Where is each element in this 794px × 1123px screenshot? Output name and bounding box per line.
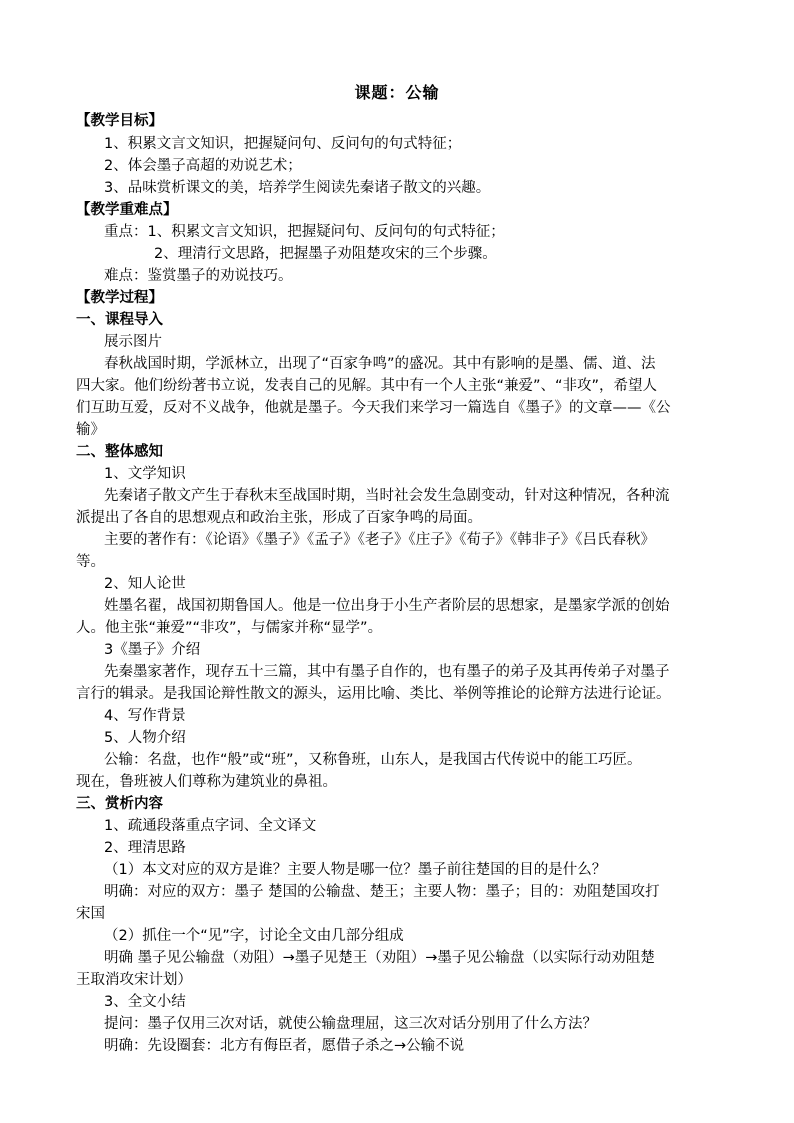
- section-3-line: 明确 墨子见公输盘（劝阻）→墨子见楚王（劝阻）→墨子见公输盘（以实际行动劝阻楚: [104, 950, 655, 966]
- section-1-line: 春秋战国时期，学派林立，出现了“百家争鸣”的盛况。其中有影响的是墨、儒、道、法: [104, 356, 656, 372]
- section-3-line: 3、全文小结: [104, 994, 186, 1010]
- key-heading: 【教学重难点】: [76, 202, 178, 218]
- key-point-2: 2、理清行文思路，把握墨子劝阻楚攻宋的三个步骤。: [154, 246, 497, 262]
- section-3-line: （1）本文对应的双方是谁？主要人物是哪一位？墨子前往楚国的目的是什么？: [104, 862, 607, 878]
- section-3-line: 明确：先设圈套：北方有侮臣者，愿借子杀之→公输不说: [104, 1038, 465, 1054]
- page-title: 课题：公输: [354, 83, 440, 102]
- goal-item-1: 1、积累文言文知识，把握疑问句、反问句的句式特征；: [104, 136, 462, 152]
- section-2-line: 现在，鲁班被人们尊称为建筑业的鼻祖。: [76, 774, 337, 790]
- section-3-line: （2）抓住一个“见”字，讨论全文由几部分组成: [104, 928, 404, 944]
- section-2-line: 4、写作背景: [104, 708, 186, 724]
- section-1-heading: 一、课程导入: [76, 312, 163, 328]
- section-2-line: 公输：名盘，也作“般”或“班”，又称鲁班，山东人，是我国古代传说中的能工巧匠。: [104, 752, 642, 768]
- section-2-line: 派提出了各自的思想观点和政治主张，形成了百家争鸣的局面。: [76, 510, 482, 526]
- section-2-line: 2、知人论世: [104, 576, 186, 592]
- section-1-line: 四大家。他们纷纷著书立说，发表自己的见解。其中有一个人主张“兼爱”、“非攻”，希望人: [76, 378, 658, 394]
- section-3-line: 王取消攻宋计划）: [76, 972, 192, 988]
- section-2-line: 先秦诸子散文产生于春秋末至战国时期，当时社会发生急剧变动，针对这种情况，各种流: [104, 488, 670, 504]
- section-1-line: 输》: [76, 422, 105, 438]
- section-2-line: 姓墨名翟，战国初期鲁国人。他是一位出身于小生产者阶层的思想家，是墨家学派的创始: [104, 598, 670, 614]
- goal-heading: 【教学目标】: [76, 113, 163, 129]
- section-2-line: 3《墨子》介绍: [104, 642, 201, 658]
- section-3-line: 提问：墨子仅用三次对话，就使公输盘理屈，这三次对话分别用了什么方法？: [104, 1016, 597, 1032]
- process-heading: 【教学过程】: [76, 290, 163, 306]
- section-1-line: 展示图片: [104, 334, 162, 350]
- section-3-heading: 三、赏析内容: [76, 796, 163, 812]
- section-2-line: 主要的著作有：《论语》《墨子》《孟子》《老子》《庄子》《荀子》《韩非子》《吕氏春秋》: [104, 532, 655, 548]
- section-2-line: 1、文学知识: [104, 466, 186, 482]
- section-2-line: 言行的辑录。是我国论辩性散文的源头，运用比喻、类比、举例等推论的论辩方法进行论证。: [76, 686, 671, 702]
- key-point-1: 重点：1、积累文言文知识，把握疑问句、反问句的句式特征；: [104, 224, 505, 240]
- section-3-line: 宋国: [76, 906, 105, 922]
- section-2-line: 等。: [76, 554, 105, 570]
- section-2-line: 先秦墨家著作，现存五十三篇，其中有墨子自作的，也有墨子的弟子及其再传弟子对墨子: [104, 664, 670, 680]
- section-1-line: 们互助互爱，反对不义战争，他就是墨子。今天我们来学习一篇选自《墨子》的文章——《公: [76, 400, 671, 416]
- difficulty-point: 难点：鉴赏墨子的劝说技巧。: [104, 268, 293, 284]
- goal-item-3: 3、品味赏析课文的美，培养学生阅读先秦诸子散文的兴趣。: [104, 180, 491, 196]
- section-2-line: 5、人物介绍: [104, 730, 186, 746]
- section-2-line: 人。他主张“兼爱”“非攻”，与儒家并称“显学”。: [76, 620, 383, 636]
- goal-item-2: 2、体会墨子高超的劝说艺术；: [104, 158, 302, 174]
- section-3-line: 明确：对应的双方：墨子 楚国的公输盘、楚王；主要人物：墨子；目的：劝阻楚国攻打: [104, 884, 660, 900]
- section-2-heading: 二、整体感知: [76, 444, 163, 460]
- section-3-line: 2、理清思路: [104, 840, 186, 856]
- section-3-line: 1、疏通段落重点字词、全文译文: [104, 818, 317, 834]
